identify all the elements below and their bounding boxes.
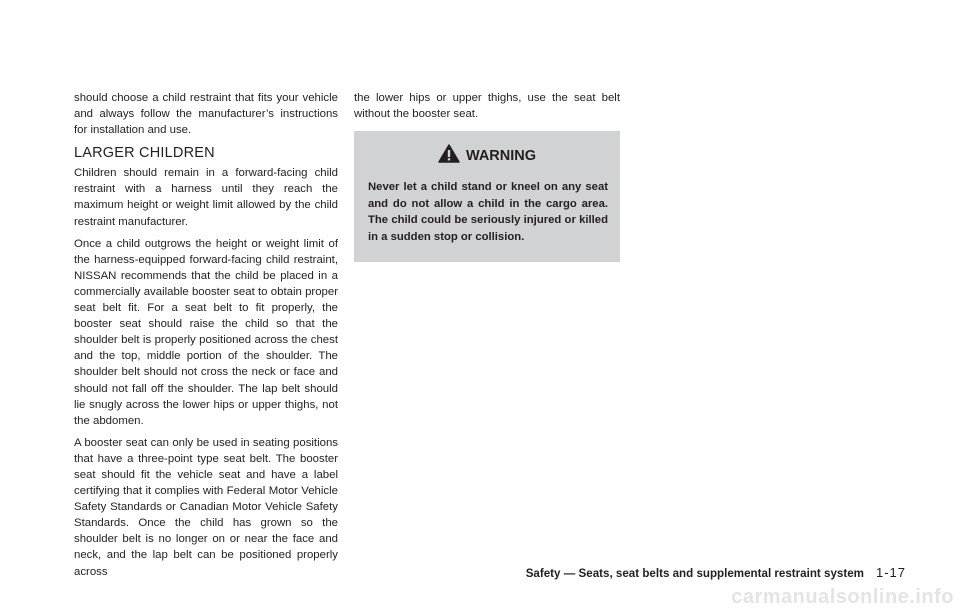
intro-paragraph: should choose a child restraint that fits your vehicle and always follow the manufacturer’s instructions for installation and use. — [74, 92, 338, 137]
page-number: 1-17 — [875, 565, 906, 580]
watermark: carmanualsonline.info — [731, 586, 954, 608]
page-footer — [526, 565, 906, 582]
warning-header — [354, 144, 620, 166]
continued-paragraph: the lower hips or upper thighs, use the seat belt without the booster seat. — [354, 92, 620, 121]
warning-title: WARNING — [465, 148, 537, 164]
paragraph-2: Once a child outgrows the height or weight limit of the harness-equipped forward-facing child restraint, NISSAN recommends that the child be placed in a commercially available booster seat to obtain proper seat belt fit. For a seat belt to fit properly, the booster seat should raise the child so that the shoulder belt is properly positioned across the chest and the top, middle portion of the shoulder. The shoulder belt should not cross the neck or face and should not fall off the shoulder. The lap belt should lie snugly across the lower hips or upper thighs, not the abdomen. — [74, 237, 338, 427]
middle-column — [354, 90, 620, 122]
warning-triangle-icon — [438, 144, 460, 163]
paragraph-1: Children should remain in a forward-facing child restraint with a harness until they reach the maximum height or weight limit allowed by the child restraint manufacturer. — [74, 167, 338, 228]
section-heading: LARGER CHILDREN — [74, 145, 215, 162]
footer-section-title: Safety — Seats, seat belts and supplemental restraint system — [525, 567, 864, 580]
warning-box — [354, 131, 620, 262]
paragraph-3: A booster seat can only be used in seating positions that have a three-point type seat belt. The booster seat should fit the vehicle seat and have a label certifying that it complies with Federal Motor Vehicle Safety Standards or Canadian Motor Vehicle Safety Standards. Once the child has grown so the shoulder belt is no longer on or near the face and neck, and the lap belt can be positioned properly across — [74, 436, 338, 578]
warning-text: Never let a child stand or kneel on any seat and do not allow a child in the cargo area. The child could be seriously injured or killed in a sudden stop or collision. — [368, 181, 608, 243]
left-column — [74, 90, 338, 586]
